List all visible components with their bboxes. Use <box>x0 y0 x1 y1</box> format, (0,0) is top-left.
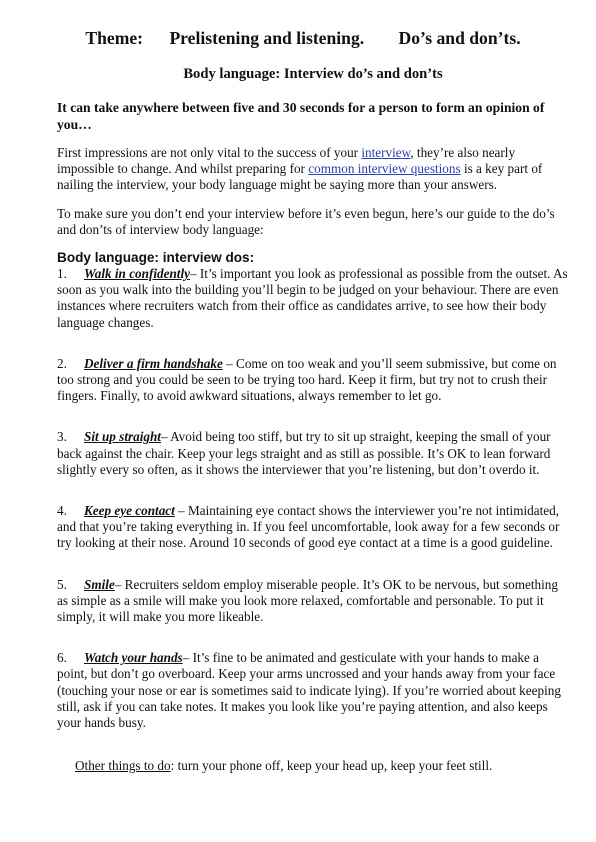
list-item <box>57 503 569 552</box>
list-item <box>57 356 569 405</box>
item-term: Sit up straight <box>84 429 161 445</box>
item-term: Keep eye contact <box>84 503 175 519</box>
item-number: 3. <box>57 429 67 445</box>
item-term: Smile <box>84 576 115 592</box>
item-term: Deliver a firm handshake <box>84 355 223 371</box>
intro-text-a: First impressions are not only vital to the success of your <box>57 145 362 160</box>
item-number: 4. <box>57 503 67 519</box>
item-text: – Come on too weak and you’ll seem submissive, but come on too strong and you could be seen to be trying too hard. Keep it firm, but try not to crush their fingers. Finally, to avoid awkward situations, always remember to let go. <box>57 355 557 404</box>
theme-topic: Prelistening and listening. <box>169 28 365 48</box>
lead-paragraph: It can take anywhere between five and 30 seconds for a person to form an opinion of you… <box>57 100 545 132</box>
item-term: Walk in confidently <box>84 266 190 282</box>
common-interview-questions-link[interactable]: common interview questions <box>308 161 461 177</box>
list-item <box>57 266 569 331</box>
other-things-to-do <box>75 758 569 774</box>
item-text: – Maintaining eye contact shows the interviewer you’re not intimidated, and that you’re taking everything in. If you feel uncomfortable, look away for a few seconds or try looking at their nose. Around 10 seconds of good eye contact at a time is a good guideline. <box>57 503 560 551</box>
item-number: 2. <box>57 355 67 371</box>
other-text: : turn your phone off, keep your head up, keep your feet still. <box>170 758 493 774</box>
item-text: – Recruiters seldom employ miserable people. It’s OK to be nervous, but something as simple as a smile will make you look more relaxed, comfortable and personable. To put it simply, it will make you more likeable. <box>57 576 558 625</box>
item-text: – Avoid being too stiff, but try to sit up straight, keeping the small of your back against the chair. Keep your legs straight and as still as possible. It’s OK to lean forward slightly every so often, as it shows the interviewer that you’re listening, but don’t overdo it. <box>57 429 551 477</box>
theme-label: Theme: <box>85 28 144 48</box>
theme-heading <box>37 26 569 50</box>
item-text: – It’s important you look as professional as possible from the outset. As soon as you walk into the building you’ll begin to be judged on your behaviour. There are even instances where recruiters watch from their office as candidates arrive, to see how their body language changes. <box>57 266 568 330</box>
list-item <box>57 650 569 731</box>
section-heading: Body language: interview dos: <box>57 250 255 266</box>
interview-link[interactable]: interview <box>361 145 411 160</box>
intro-text-b: , they’re also nearly impossible to change. And whilst preparing for <box>57 145 516 177</box>
item-number: 6. <box>57 650 67 666</box>
intro-text-c: is a key part of nailing the interview, your body language might be saying more than your answers. <box>57 161 543 193</box>
item-text: – It’s fine to be animated and gesticulate with your hands to make a point, but don’t go overboard. Keep your arms uncrossed and your hands away from your face (touching your nose or ear is sometimes said to indicate lying). If you’re worried about keeping still, ask if you can take notes. It makes you look like you’re paying attention, and also keeps your hands busy. <box>57 650 561 731</box>
list-item <box>57 429 569 478</box>
item-number: 5. <box>57 576 67 592</box>
document-page <box>57 26 569 774</box>
item-term: Watch your hands <box>84 650 183 666</box>
page-title: Body language: Interview do’s and don’ts <box>183 66 443 82</box>
list-item <box>57 577 569 626</box>
other-label: Other things to do <box>75 758 171 774</box>
intro-paragraph-1 <box>57 145 569 194</box>
theme-sub: Do’s and don’ts. <box>398 28 521 48</box>
intro-paragraph-2: To make sure you don’t end your interview before it’s even begun, here’s our guide to the do’s and don’ts of interview body language: <box>57 205 555 237</box>
item-number: 1. <box>57 266 67 282</box>
